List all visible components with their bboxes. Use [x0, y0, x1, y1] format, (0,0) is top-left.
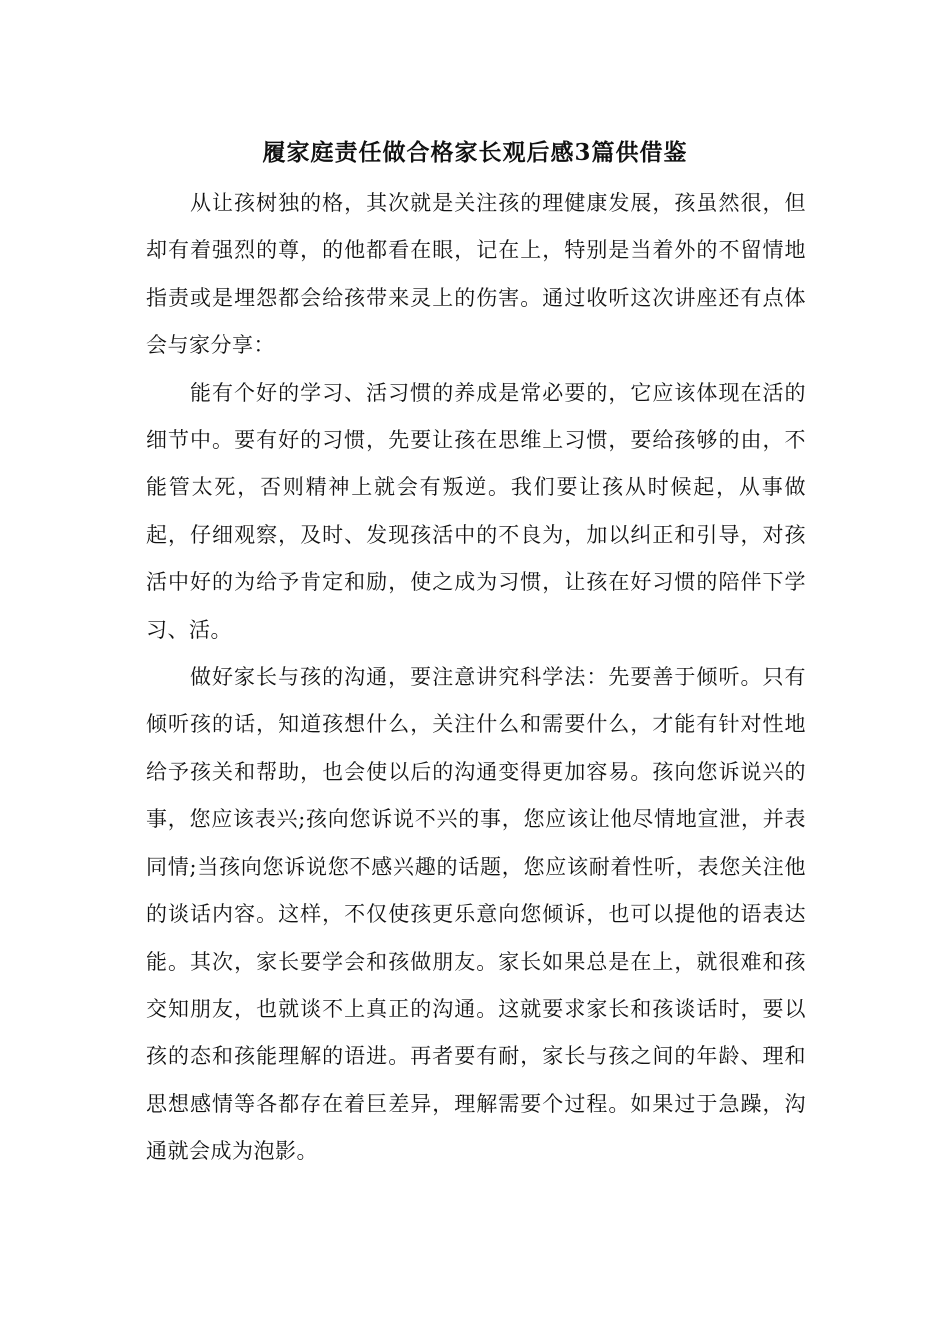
paragraph-1: 从让孩树独的格，其次就是关注孩的理健康发展，孩虽然很，但却有着强烈的尊，的他都看在眼，记在上，特别是当着外的不留情地指责或是埋怨都会给孩带来灵上的伤害。通过收听这次讲座还有点体会与家分享： [146, 191, 806, 358]
document-body [146, 180, 806, 1176]
document-title: 履家庭责任做合格家长观后感3篇供借鉴 [262, 139, 688, 166]
paragraph-3: 做好家长与孩的沟通，要注意讲究科学法：先要善于倾听。只有倾听孩的话，知道孩想什么，关注什么和需要什么，才能有针对性地给予孩关和帮助，也会使以后的沟通变得更加容易。孩向您诉说兴的事，您应该表兴;孩向您诉说不兴的事，您应该让他尽情地宣泄，并表同情;当孩向您诉说您不感兴趣的话题，您应该耐着性听，表您关注他的谈话内容。这样，不仅使孩更乐意向您倾诉，也可以提他的语表达能。其次，家长要学会和孩做朋友。家长如果总是在上，就很难和孩交知朋友，也就谈不上真正的沟通。这就要求家长和孩谈话时，要以孩的态和孩能理解的语进。再者要有耐，家长与孩之间的年龄、理和思想感情等各都存在着巨差异，理解需要个过程。如果过于急躁，沟通就会成为泡影。 [146, 665, 806, 1164]
paragraph-2: 能有个好的学习、活习惯的养成是常必要的，它应该体现在活的细节中。要有好的习惯，先要让孩在思维上习惯，要给孩够的由，不能管太死，否则精神上就会有叛逆。我们要让孩从时候起，从事做起，仔细观察，及时、发现孩活中的不良为，加以纠正和引导，对孩活中好的为给予肯定和励，使之成为习惯，让孩在好习惯的陪伴下学习、活。 [146, 380, 806, 642]
